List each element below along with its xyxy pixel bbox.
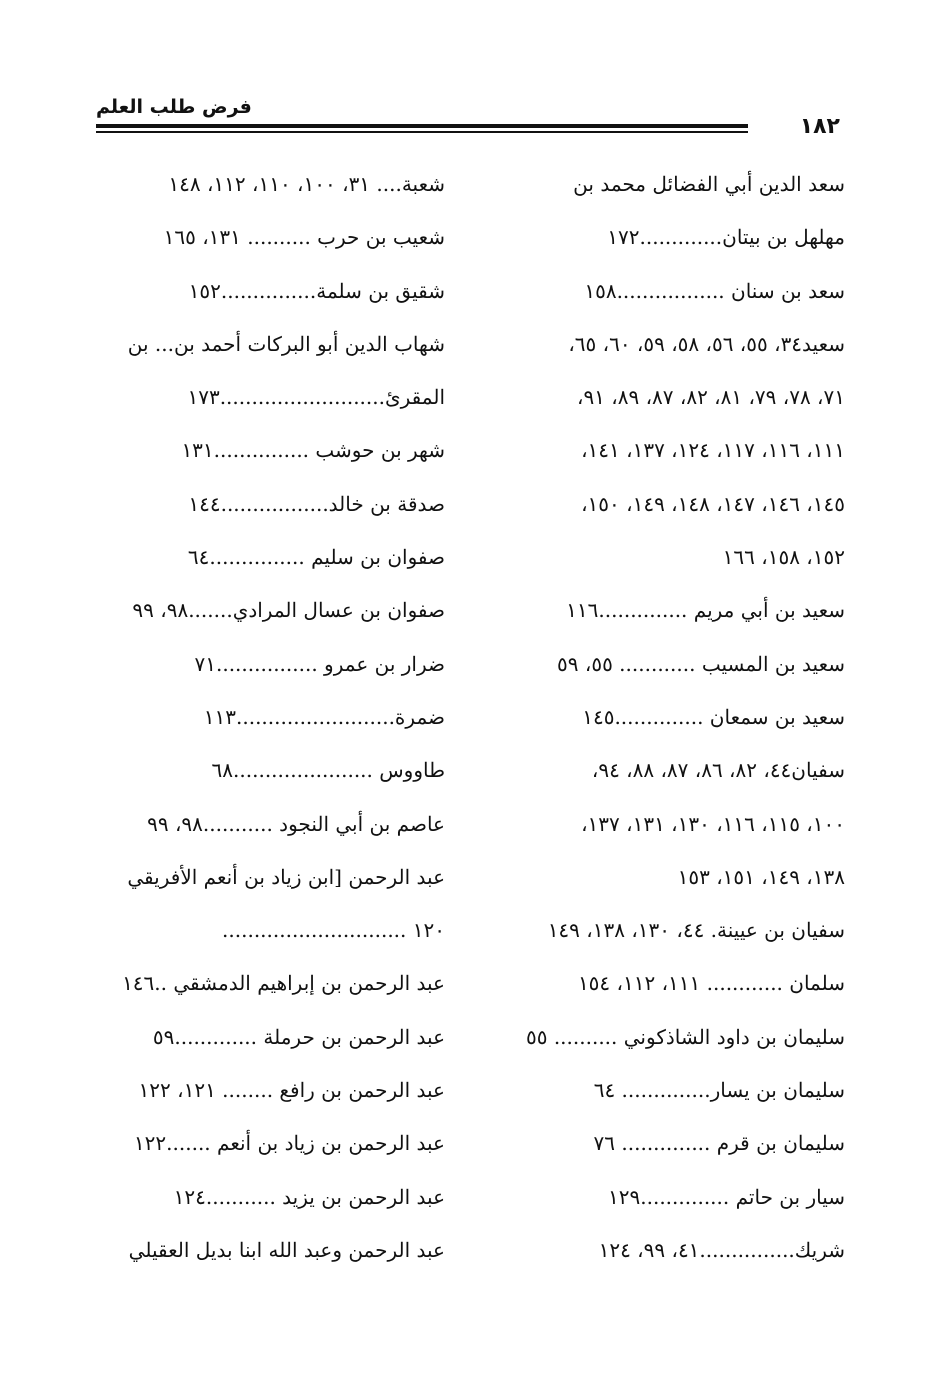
index-entry: عاصم بن أبي النجود ...........٩٨، ٩٩ <box>147 811 445 836</box>
index-entry: سعيد بن المسيب ............ ٥٥، ٥٩ <box>557 651 845 676</box>
index-entry: طاووس ......................٦٨ <box>211 758 445 783</box>
index-entry: ١٠٠، ١١٥، ١١٦، ١٣٠، ١٣١، ١٣٧، <box>581 811 845 836</box>
index-entry: ١٥٢، ١٥٨، ١٦٦ <box>722 545 845 570</box>
index-entry: سيار بن حاتم ..............١٢٩ <box>608 1184 845 1209</box>
index-entry: عبد الرحمن [ابن زياد بن أنعم الأفريقي <box>127 864 445 889</box>
index-entry: مهلهل بن بيتان.............١٧٢ <box>607 225 845 250</box>
index-entry: شقيق بن سلمة...............١٥٢ <box>188 278 445 303</box>
index-entry: شريك...............٤١، ٩٩، ١٢٤ <box>598 1237 845 1262</box>
index-entry: سليمان بن يسار.............. ٦٤ <box>593 1078 845 1103</box>
index-entry: شهر بن حوشب ...............١٣١ <box>181 438 445 463</box>
index-entry: شعيب بن حرب .......... ١٣١، ١٦٥ <box>163 225 445 250</box>
index-entry: ٧١، ٧٨، ٧٩، ٨١، ٨٢، ٨٧، ٨٩، ٩١، <box>576 385 845 410</box>
index-entry: عبد الرحمن وعبد الله ابنا بديل العقيلي <box>128 1237 445 1262</box>
index-entry: ١٣٨، ١٤٩، ١٥١، ١٥٣ <box>677 864 845 889</box>
index-entry: سلمان ............ ١١١، ١١٢، ١٥٤ <box>577 971 845 996</box>
page-header <box>96 96 840 142</box>
index-entry: شهاب الدين أبو البركات أحمد بن... بن <box>127 331 445 356</box>
index-entry: عبد الرحمن بن إبراهيم الدمشقي ..١٤٦ <box>122 971 445 996</box>
index-entry: صدقة بن خالد.................١٤٤ <box>188 491 445 516</box>
index-entry: ١٢٠ ............................. <box>222 918 445 943</box>
index-entry: عبد الرحمن بن زياد بن أنعم .......١٢٢ <box>133 1131 445 1156</box>
book-title: فرض طلب العلم <box>96 96 252 118</box>
index-entry: سفيان بن عيينة. ٤٤، ١٣٠، ١٣٨، ١٤٩ <box>547 918 845 943</box>
index-entry: ١١١، ١١٦، ١١٧، ١٢٤، ١٣٧، ١٤١، <box>581 438 845 463</box>
index-entry: المقرئ..........................١٧٣ <box>187 385 445 410</box>
index-entry: سعيد٣٤، ٥٥، ٥٦، ٥٨، ٥٩، ٦٠، ٦٥، <box>568 331 845 356</box>
index-entry: صفوان بن عسال المرادي.......٩٨، ٩٩ <box>132 598 445 623</box>
header-rule-thin <box>96 131 748 133</box>
index-entry: سعيد بن أبي مريم ..............١١٦ <box>566 598 845 623</box>
index-entry: سعد الدين أبي الفضائل محمد بن <box>573 172 845 196</box>
index-entry: سعد بن سنان .................١٥٨ <box>584 278 845 303</box>
index-entry: عبد الرحمن بن رافع ........ ١٢١، ١٢٢ <box>138 1078 445 1103</box>
header-rule-thick <box>96 124 748 128</box>
index-entry: سفيان٤٤، ٨٢، ٨٦، ٨٧، ٨٨، ٩٤، <box>591 758 845 783</box>
index-entry: ضرار بن عمرو ................٧١ <box>194 651 445 676</box>
index-entry: ضمرة.........................١١٣ <box>203 704 445 729</box>
index-column-left <box>100 158 445 1277</box>
index-entry: ١٤٥، ١٤٦، ١٤٧، ١٤٨، ١٤٩، ١٥٠، <box>581 491 845 516</box>
index-entry: شعبة.... ٣١، ١٠٠، ١١٠، ١١٢، ١٤٨ <box>168 172 445 196</box>
index-entry: عبد الرحمن بن حرملة .............٥٩ <box>152 1024 445 1049</box>
index-entry: سليمان بن داود الشاذكوني .......... ٥٥ <box>525 1024 845 1049</box>
index-column-right <box>500 158 845 1277</box>
index-entry: صفوان بن سليم ...............٦٤ <box>187 545 445 570</box>
index-entry: عبد الرحمن بن يزيد ...........١٢٤ <box>173 1184 445 1209</box>
page-number: ١٨٢ <box>799 114 840 139</box>
index-entry: سليمان بن قرم .............. ٧٦ <box>593 1131 845 1156</box>
index-entry: سعيد بن سمعان ..............١٤٥ <box>582 704 845 729</box>
